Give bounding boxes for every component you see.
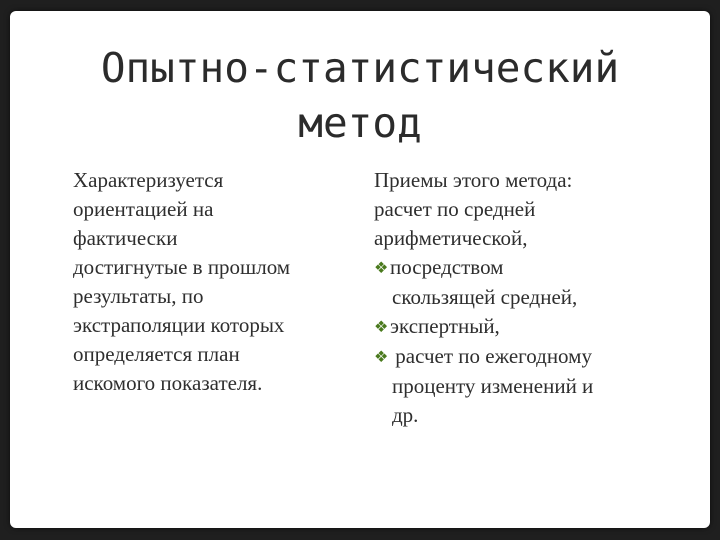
title-line: метод xyxy=(298,99,422,147)
bullet-item xyxy=(374,253,674,312)
text-line: результаты, по xyxy=(73,284,204,308)
bullet-item xyxy=(374,312,674,342)
text-line: Приемы этого метода: xyxy=(374,168,573,192)
text-line: арифметической, xyxy=(374,226,528,250)
bullet-text: посредством xyxy=(390,255,504,279)
diamond-bullet-icon: ❖ xyxy=(374,319,389,336)
text-line: Характеризуется xyxy=(73,168,224,192)
title-line: Опытно-статистический xyxy=(100,44,620,92)
text-line: расчет по средней xyxy=(374,197,536,221)
diamond-bullet-icon: ❖ xyxy=(374,260,389,277)
text-line: экстраполяции которых xyxy=(73,313,285,337)
text-line: искомого показателя. xyxy=(73,371,263,395)
bullet-text: др. xyxy=(392,403,419,427)
bullet-text: проценту изменений и xyxy=(392,374,594,398)
text-line: достигнутые в прошлом xyxy=(73,255,291,279)
bullet-text: расчет по ежегодному xyxy=(390,344,592,368)
text-line: фактически xyxy=(73,226,178,250)
bullet-text: экспертный, xyxy=(390,314,500,338)
text-line: ориентацией на xyxy=(73,197,214,221)
slide xyxy=(10,11,710,528)
right-column-text xyxy=(374,166,674,430)
diamond-bullet-icon: ❖ xyxy=(374,349,389,366)
bullet-text: скользящей средней, xyxy=(392,285,578,309)
text-line: определяется план xyxy=(73,342,240,366)
left-column-text xyxy=(73,166,353,398)
bullet-item xyxy=(374,342,674,430)
slide-title xyxy=(30,41,690,151)
